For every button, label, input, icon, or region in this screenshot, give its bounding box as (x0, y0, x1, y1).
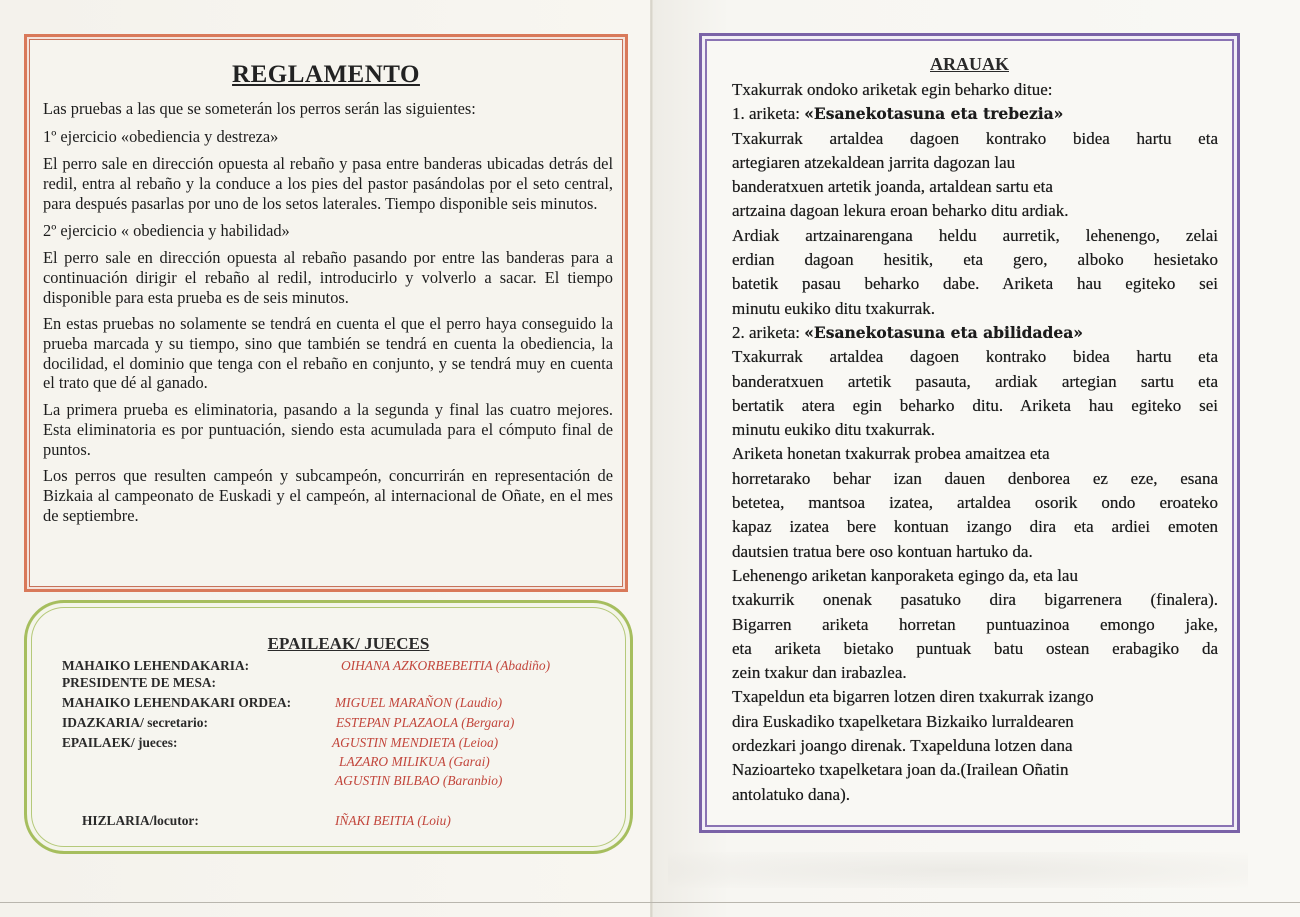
jueces-box (24, 600, 633, 854)
arauak-text (732, 78, 1218, 807)
arauak-line: Lehenengo ariketan kanporaketa egingo da, eta lau (732, 565, 1078, 585)
reglamento-paragraph: El perro sale en dirección opuesta al rebaño y pasa entre banderas ubicadas detrás del redil, entra al rebaño y la conduce a los pies del pastor pasándolas por el seto central, para después pasarlas por uno de los setos laterales. Tiempo disponible seis minutos. (43, 154, 613, 213)
reglamento-paragraph: Los perros que resulten campeón y subcampeón, concurrirán en representación de Bizkaia al campeonato de Euskadi y el campeón, al internacional de Oñate, en el mes de septiembre. (43, 466, 613, 525)
page-fold (650, 0, 653, 917)
jueces-title: EPAILEAK/ JUECES (267, 634, 430, 653)
jueces-value: LAZARO MILIKUA (Garai) (339, 754, 490, 769)
reglamento-box (24, 34, 628, 592)
jueces-value: OIHANA AZKORBEBEITIA (Abadiño) (341, 658, 551, 673)
arauak-line: ordezkari joango direnak. Txapelduna lotzen dana (732, 736, 1073, 756)
arauak-line: artegiaren atzekaldean jarrita dagozan lau (732, 152, 1016, 172)
arauak-line: dautsien tratua bere oso kontuan hartuko da. (732, 541, 1033, 561)
arauak-box (699, 33, 1240, 833)
arauak-line: txakurrik onenak pasatuko dira bigarrenera (finalera). (732, 590, 1218, 610)
arauak-exercise-heading (732, 102, 1218, 126)
arauak-line: Nazioarteko txapelketara joan da.(Irailean Oñatin (732, 760, 1069, 780)
arauak-line: minutu eukiko ditu txakurrak. (732, 298, 936, 318)
arauak-exercise-title: «Esanekotasuna eta trebezia» (804, 104, 1064, 124)
print-smudge (668, 852, 1248, 888)
arauak-line: zein txakur dan irabazlea. (732, 663, 907, 683)
arauak-line: minutu eukiko ditu txakurrak. (732, 420, 936, 440)
arauak-line: Bigarren ariketa horretan puntuazinoa emongo jake, (732, 614, 1218, 634)
reglamento-paragraph: El perro sale en dirección opuesta al rebaño pasando por entre las banderas para a continuación dirigir el rebaño al redil, introducirlo y volverlo a sacar. El tiempo disponible para esta prueba es de seis minutos. (43, 248, 613, 307)
jueces-value: ESTEPAN PLAZAOLA (Bergara) (336, 715, 515, 730)
jueces-value: IÑAKI BEITIA (Loiu) (335, 813, 451, 828)
jueces-label: MAHAIKO LEHENDAKARIA: (62, 658, 250, 673)
jueces-value: AGUSTIN BILBAO (Baranbio) (335, 773, 503, 788)
arauak-line: artzaina dagoan lekura eroan beharko ditu ardiak. (732, 201, 1069, 221)
arauak-line: Ardiak artzainarengana heldu aurretik, lehenengo, zelai (732, 225, 1218, 245)
reglamento-title: REGLAMENTO (232, 61, 420, 88)
arauak-line: antolatuko dana). (732, 784, 851, 804)
jueces-label: PRESIDENTE DE MESA: (62, 675, 217, 690)
reglamento-paragraph: La primera prueba es eliminatoria, pasando a la segunda y final las cuatro mejores. Esta eliminatoria es por puntuación, siendo esta acumulada para el cómputo final de puntos. (43, 400, 613, 459)
reglamento-paragraph: En estas pruebas no solamente se tendrá en cuenta el que el perro haya conseguido la prueba marcada y su tiempo, sino que también se tendrá en cuenta la obediencia, la docilidad, el dominio que tenga con el rebaño en conjunto, y se tendrá muy en cuenta el trato que dé al ganado. (43, 314, 613, 393)
reglamento-text (43, 99, 613, 532)
arauak-line: banderatxuen artetik pasauta, ardiak artegian sartu eta (732, 371, 1218, 391)
arauak-line: horretarako behar izan dauen denborea ez eze, esana (732, 468, 1218, 488)
arauak-line: Txakurrak artaldea dagoen kontrako bidea hartu eta (732, 347, 1218, 367)
arauak-line: kapaz izatea bere kontuan izango dira eta ardiei emoten (732, 517, 1218, 537)
jueces-value: AGUSTIN MENDIETA (Leioa) (332, 735, 499, 750)
bottom-edge-line (0, 902, 1300, 903)
arauak-exercise-prefix: 1. ariketa: (732, 104, 805, 124)
reglamento-paragraph: 2º ejercicio « obediencia y habilidad» (43, 220, 290, 240)
arauak-title: ARAUAK (930, 54, 1009, 74)
arauak-exercise-prefix: 2. ariketa: (732, 322, 805, 342)
arauak-line: banderatxuen artetik joanda, artaldean sartu eta (732, 177, 1053, 197)
arauak-line: dira Euskadiko txapelketara Bizkaiko lurraldearen (732, 711, 1074, 731)
jueces-label: IDAZKARIA/ secretario: (62, 715, 208, 730)
arauak-line: erdian dagoan hesitik, eta gero, alboko hesietako (732, 250, 1218, 270)
reglamento-paragraph: 1º ejercicio «obediencia y destreza» (43, 126, 279, 146)
arauak-line: Txapeldun eta bigarren lotzen diren txakurrak izango (732, 687, 1094, 707)
arauak-line: bertatik atera egin beharko ditu. Ariketa hau egiteko sei (732, 395, 1218, 415)
arauak-line: betetea, mantsoa izatea, artaldea osorik ondo eroateko (732, 493, 1218, 513)
arauak-exercise-heading (732, 321, 1218, 345)
arauak-line: Txakurrak ondoko ariketak egin beharko ditue: (732, 80, 1053, 99)
arauak-line: batetik pasau beharko dabe. Ariketa hau egiteko sei (732, 274, 1218, 294)
arauak-exercise-title: «Esanekotasuna eta abilidadea» (804, 322, 1083, 342)
reglamento-paragraph: Las pruebas a las que se someterán los perros serán las siguientes: (43, 99, 476, 118)
arauak-line: Ariketa honetan txakurrak probea amaitzea eta (732, 444, 1050, 464)
arauak-line: eta ariketa bietako puntuak batu ostean erabagiko da (732, 638, 1218, 658)
jueces-value: MIGUEL MARAÑON (Laudio) (335, 695, 503, 710)
jueces-label: MAHAIKO LEHENDAKARI ORDEA: (62, 695, 292, 710)
arauak-line: Txakurrak artaldea dagoen kontrako bidea hartu eta (732, 128, 1218, 148)
jueces-label: HIZLARIA/locutor: (82, 813, 199, 828)
jueces-label: EPAILAEK/ jueces: (62, 735, 178, 750)
